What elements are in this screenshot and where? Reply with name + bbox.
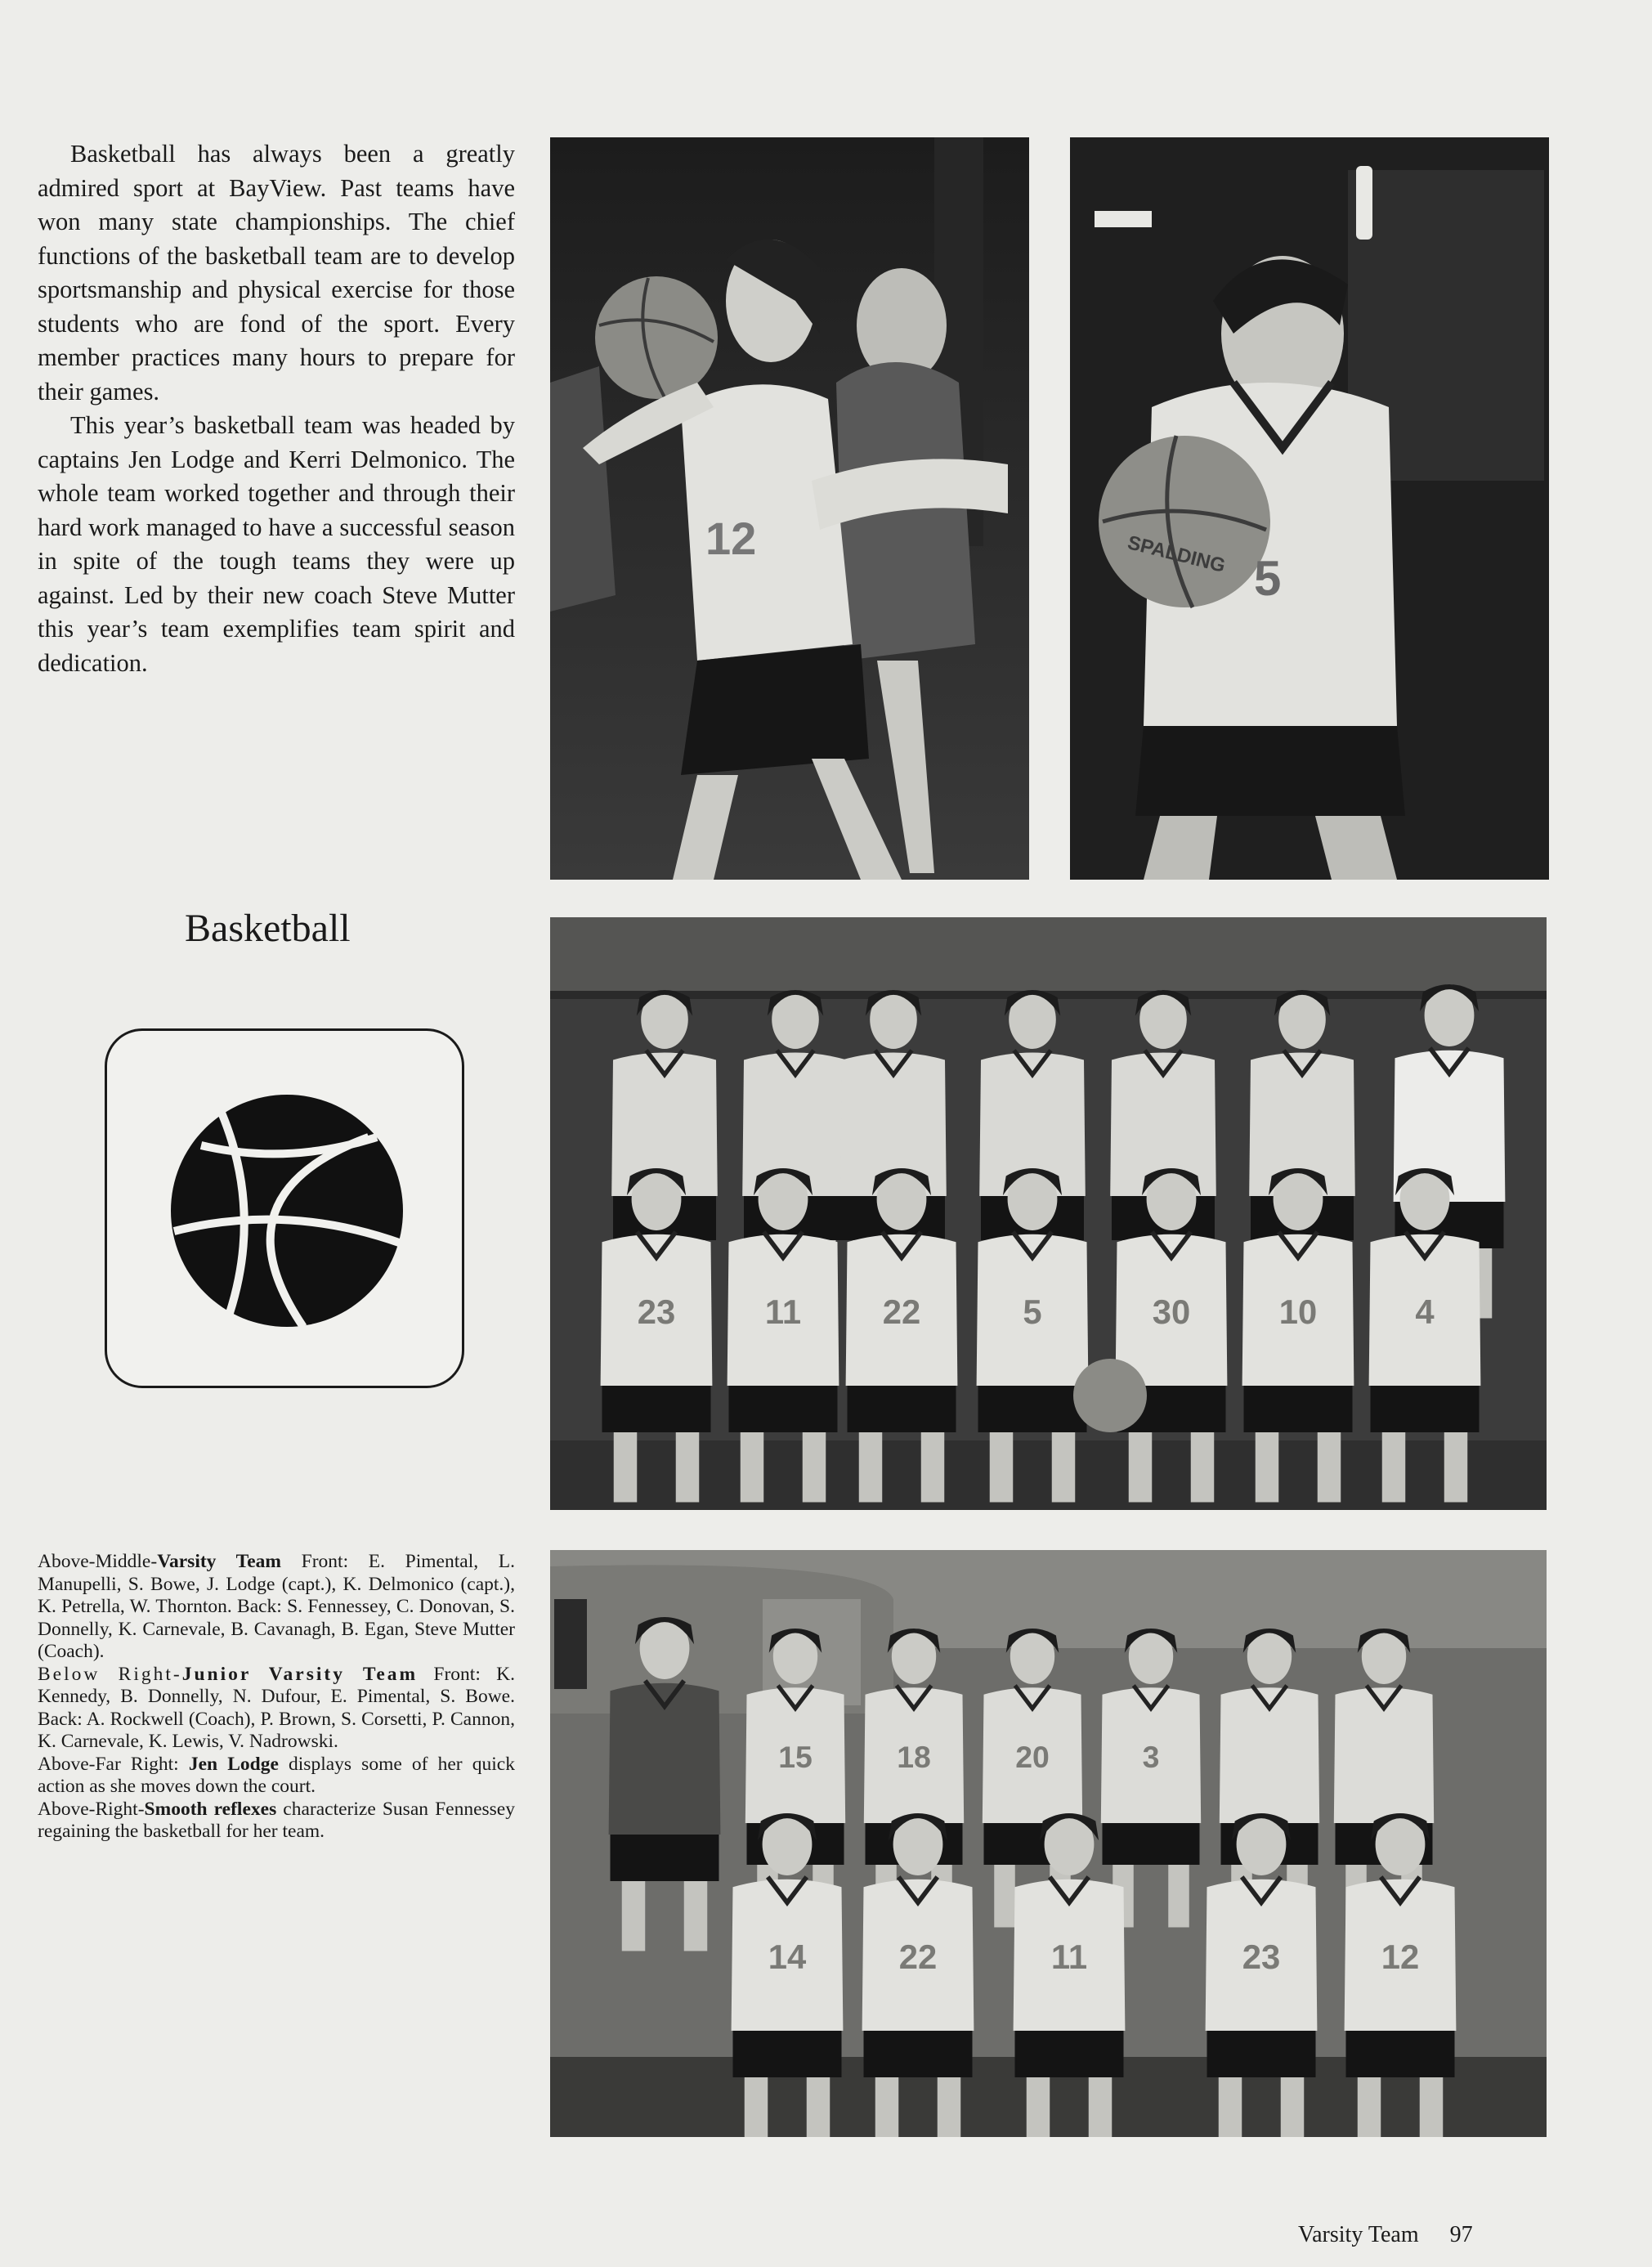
caption-far-right: Above-Far Right: Jen Lodge displays some of her quick action as she moves down the court.	[38, 1753, 515, 1797]
basketball-icon	[164, 1088, 410, 1333]
footer-section-label: Varsity Team	[1298, 2222, 1419, 2247]
section-title: Basketball	[185, 907, 351, 950]
photo-junior-varsity-team	[550, 1550, 1547, 2137]
caption-right: Above-Right-Smooth reflexes characterize Susan Fennessey regaining the basketball for her team.	[38, 1798, 515, 1842]
jersey-number: 22	[882, 1293, 921, 1331]
caption-varsity: Above-Middle-Varsity Team Front: E. Pimental, L. Manupelli, S. Bowe, J. Lodge (capt.), K. Delmonico (capt.), K. Petrella, W. Thornton. Back: S. Fennessey, C. Donovan, S. Donnelly, K. Carnevale, B. Cavanagh, B. Egan, Steve Mutter (Coach).	[38, 1551, 516, 1662]
jersey-number: 22	[898, 1938, 938, 1976]
photo-action-right	[1070, 137, 1549, 880]
jersey-number: 12	[705, 513, 757, 564]
ball-brand-text: SPALDING	[1125, 531, 1228, 577]
jersey-number: 5	[1254, 551, 1282, 606]
jersey-number: 5	[1023, 1293, 1042, 1331]
varsity-team-image	[550, 917, 1547, 1510]
jersey-number: 15	[778, 1740, 813, 1774]
intro-paragraph-1: Basketball has always been a greatly admired sport at BayView. Past teams have won many state championships. The chief functions of the basketball team are to develop sportsmanship and physical exercise for those students who are fond of the sport. Every member practices many hours to prepare for their games.	[38, 140, 515, 405]
jersey-number: 11	[764, 1293, 802, 1331]
caption-junior-varsity: Below Right-Junior Varsity Team Front: K. Kennedy, B. Donnelly, N. Dufour, E. Pimental, S. Bowe. Back: A. Rockwell (Coach), P. Brown, S. Corsetti, P. Cannon, K. Carnevale, K. Lewis, V. Nadrowski.	[38, 1663, 515, 1752]
basketball-logo	[105, 1028, 464, 1388]
intro-text	[38, 137, 515, 680]
jersey-number: 23	[637, 1293, 676, 1331]
jersey-number: 18	[897, 1740, 931, 1774]
photo-action-left-image	[550, 137, 1029, 880]
jersey-number: 12	[1381, 1938, 1420, 1976]
junior-varsity-team-image	[550, 1550, 1547, 2137]
photo-varsity-team	[550, 917, 1547, 1510]
jersey-number: 23	[1242, 1938, 1281, 1976]
photo-captions	[38, 1551, 515, 1844]
intro-paragraph-2: This year’s basketball team was headed by captains Jen Lodge and Kerri Delmonico. The whole team worked together and through their hard work managed to have a successful season in spite of the tough teams they were up against. Led by their new coach Steve Mutter this year’s team exemplifies team spirit and dedication.	[38, 411, 515, 677]
jersey-number: 20	[1015, 1740, 1050, 1774]
page-number: 97	[1449, 2222, 1473, 2247]
photo-action-left	[550, 137, 1029, 880]
jersey-number: 14	[768, 1938, 807, 1976]
jersey-number: 10	[1278, 1293, 1318, 1331]
jersey-number: 4	[1415, 1293, 1435, 1331]
page-footer	[1298, 2222, 1473, 2248]
jersey-number: 11	[1050, 1938, 1088, 1976]
jersey-number: 30	[1152, 1293, 1191, 1331]
photo-action-right-image	[1070, 137, 1549, 880]
jersey-number: 3	[1142, 1740, 1160, 1774]
basketball	[1073, 1359, 1147, 1432]
